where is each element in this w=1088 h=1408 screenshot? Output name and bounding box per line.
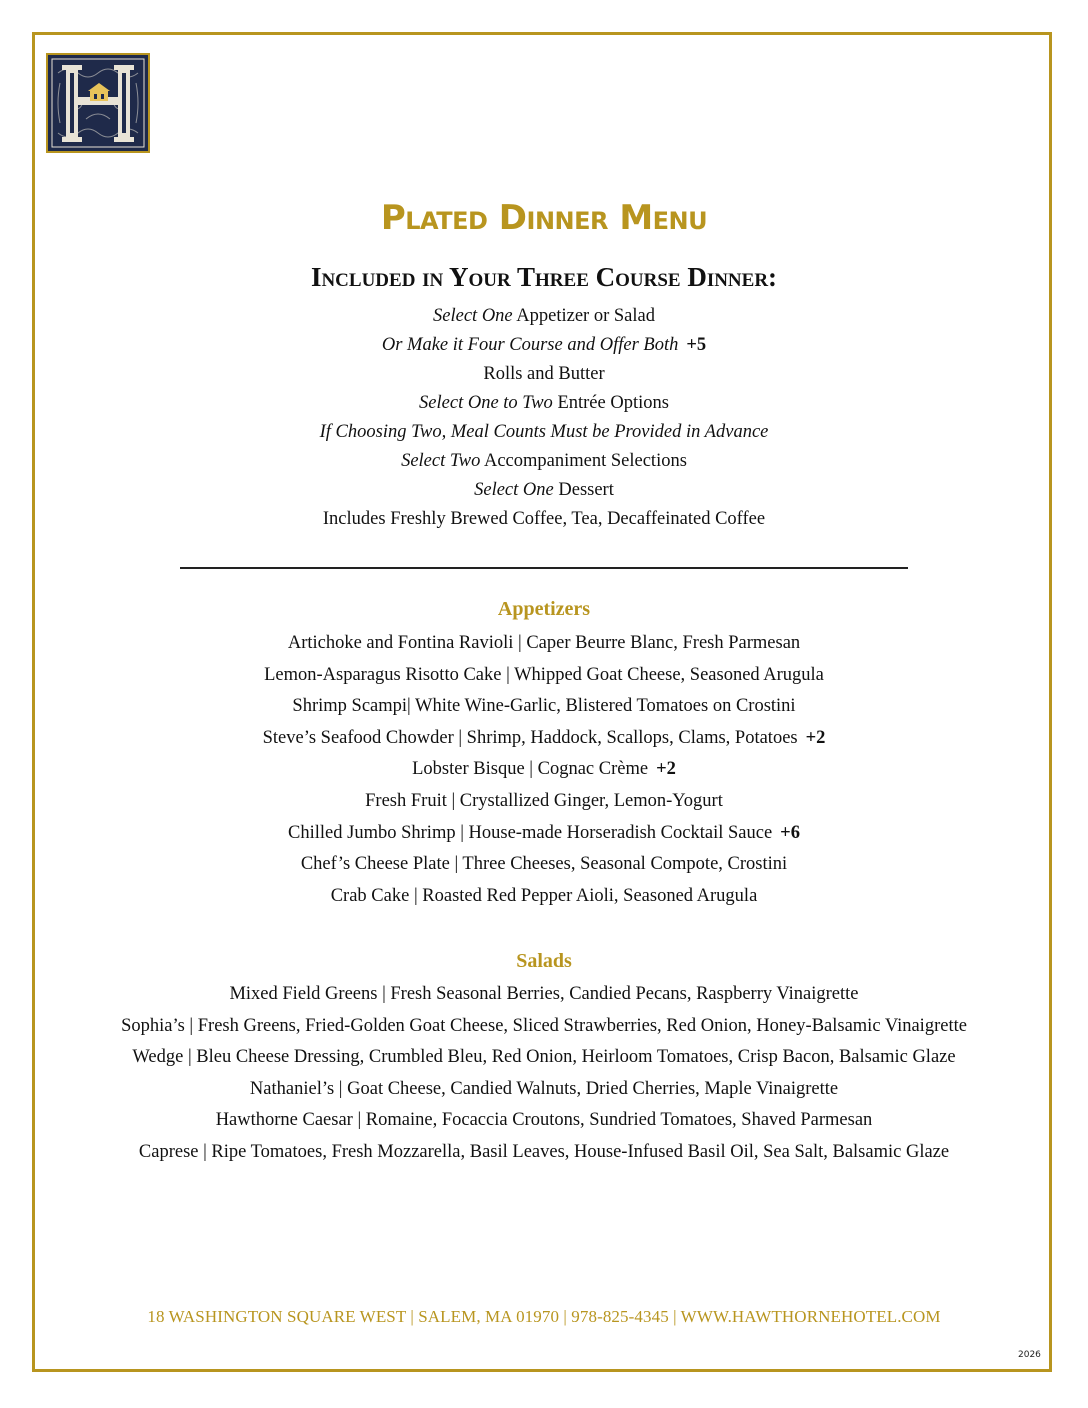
page-subtitle: Included in Your Three Course Dinner: [310, 262, 778, 292]
included-italic: If Choosing Two, Meal Counts Must be Provided in Advance [319, 422, 769, 442]
included-text: Appetizer or Salad [512, 306, 655, 326]
list-item [0, 723, 1088, 755]
included-text: Entrée Options [552, 393, 669, 413]
year-label: 2026 [1018, 1350, 1041, 1360]
included-line [0, 505, 1088, 534]
appetizers-heading: Appetizers [497, 598, 591, 620]
list-item [0, 881, 1088, 913]
list-item [0, 1011, 1088, 1043]
included-italic: Select One [474, 480, 554, 500]
included-line [0, 418, 1088, 447]
item-text: Mixed Field Greens | Fresh Seasonal Berries, Candied Pecans, Raspberry Vinaigrette [229, 984, 859, 1004]
page-title: Plated Dinner Menu [380, 198, 708, 238]
item-text: Lobster Bisque | Cognac Crème [412, 759, 649, 780]
included-text: Dessert [553, 480, 614, 500]
included-text: Includes Freshly Brewed Coffee, Tea, Decaffeinated Coffee [322, 509, 766, 529]
included-italic: Select Two [401, 451, 481, 471]
item-text: Fresh Fruit | Crystallized Ginger, Lemon-Yogurt [365, 790, 723, 811]
included-line [0, 302, 1088, 331]
footer-contact: 18 WASHINGTON SQUARE WEST | SALEM, MA 01970 | 978-825-4345 | WWW.HAWTHORNEHOTEL.COM [147, 1307, 941, 1326]
item-text: Lemon-Asparagus Risotto Cake | Whipped Goat Cheese, Seasoned Arugula [264, 664, 824, 685]
list-item [0, 849, 1088, 881]
list-item [0, 1042, 1088, 1074]
included-italic: Or Make it Four Course and Offer Both [381, 335, 679, 355]
salads-heading: Salads [516, 950, 572, 972]
item-text: Wedge | Bleu Cheese Dressing, Crumbled Bleu, Red Onion, Heirloom Tomatoes, Crisp Bacon, Balsamic Glaze [132, 1047, 956, 1068]
item-text: Chilled Jumbo Shrimp | House-made Horseradish Cocktail Sauce [288, 822, 773, 843]
item-text: Caprese | Ripe Tomatoes, Fresh Mozzarella, Basil Leaves, House-Infused Basil Oil, Sea Salt, Balsamic Glaze [138, 1141, 950, 1162]
included-italic: Select One to Two [419, 393, 553, 413]
list-item [0, 1105, 1088, 1137]
list-item [0, 660, 1088, 692]
price-badge: +2 [656, 759, 676, 780]
section-divider [180, 567, 908, 569]
list-item [0, 691, 1088, 723]
list-item [0, 786, 1088, 818]
item-text: Steve’s Seafood Chowder | Shrimp, Haddock, Scallops, Clams, Potatoes [262, 727, 798, 748]
salads-list [0, 979, 1088, 1169]
included-line [0, 331, 1088, 360]
included-text: Rolls and Butter [483, 364, 605, 384]
hotel-monogram-logo [46, 53, 150, 153]
price-badge: +2 [805, 727, 826, 748]
price-badge: +6 [780, 822, 800, 843]
item-text: Sophia’s | Fresh Greens, Fried-Golden Goat Cheese, Sliced Strawberries, Red Onion, Honey-Balsamic Vinaigrette [121, 1015, 967, 1036]
included-italic: Select One [433, 306, 513, 326]
included-list [0, 302, 1088, 534]
item-text: Shrimp Scampi| White Wine-Garlic, Blistered Tomatoes on Crostini [292, 696, 796, 717]
item-text: Chef’s Cheese Plate | Three Cheeses, Seasonal Compote, Crostini [300, 854, 788, 875]
list-item [0, 628, 1088, 660]
item-text: Artichoke and Fontina Ravioli | Caper Beurre Blanc, Fresh Parmesan [287, 633, 801, 653]
list-item [0, 754, 1088, 786]
item-text: Crab Cake | Roasted Red Pepper Aioli, Seasoned Arugula [330, 885, 758, 906]
included-line [0, 389, 1088, 418]
list-item [0, 818, 1088, 850]
item-text: Nathaniel’s | Goat Cheese, Candied Walnuts, Dried Cherries, Maple Vinaigrette [249, 1078, 839, 1099]
list-item [0, 1074, 1088, 1106]
included-text: Accompaniment Selections [480, 451, 687, 471]
appetizers-list [0, 628, 1088, 912]
list-item [0, 979, 1088, 1011]
included-line [0, 447, 1088, 476]
price-badge: +5 [686, 335, 707, 355]
item-text: Hawthorne Caesar | Romaine, Focaccia Croutons, Sundried Tomatoes, Shaved Parmesan [215, 1110, 873, 1131]
list-item [0, 1137, 1088, 1169]
included-line [0, 360, 1088, 389]
included-line [0, 476, 1088, 505]
